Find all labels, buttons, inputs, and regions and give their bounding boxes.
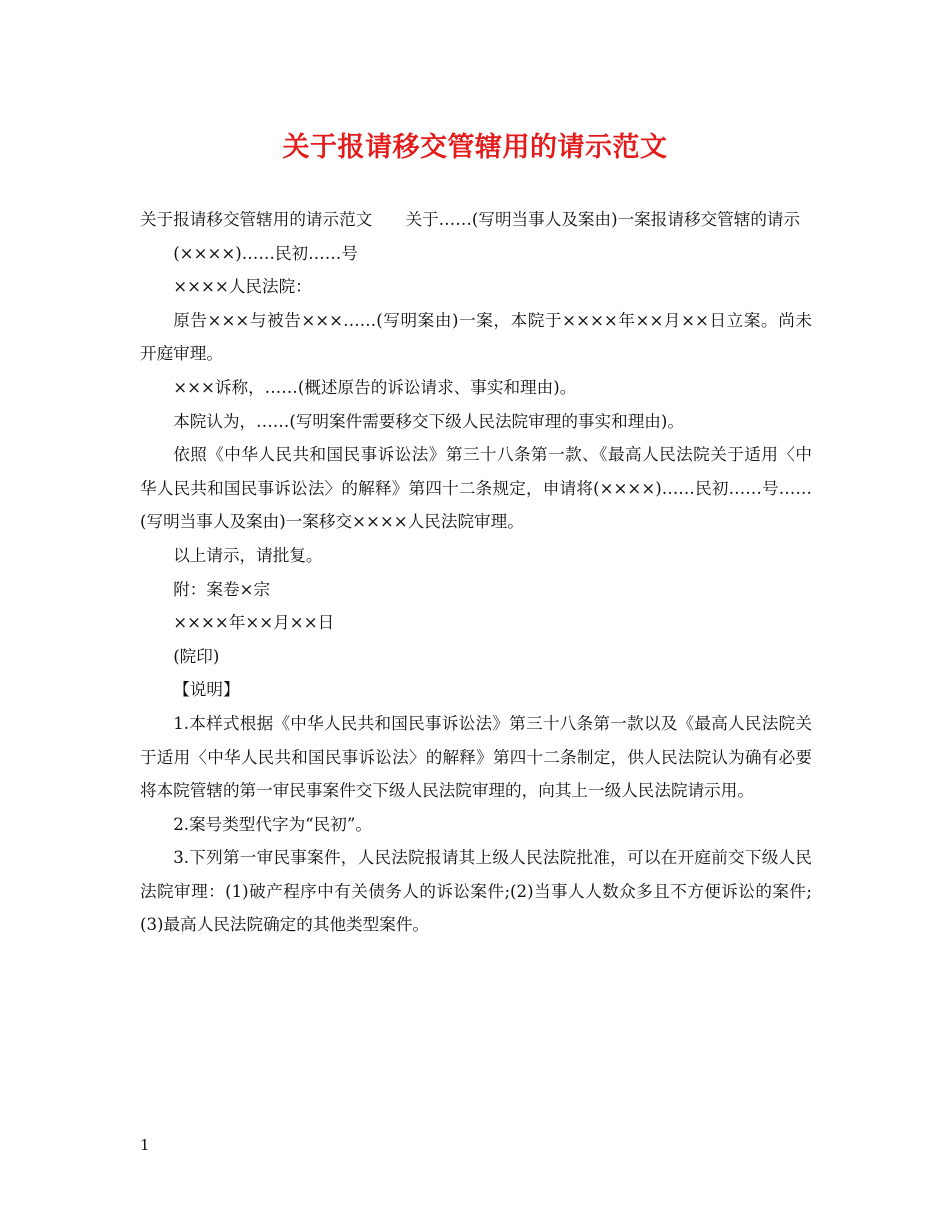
paragraph-note-1: 1.本样式根据《中华人民共和国民事诉讼法》第三十八条第一款以及《最高人民法院关于适用〈中华人民共和国民事诉讼法〉的解释》第四十二条制定，供人民法院认为确有必要将本院管辖的第一审民事案件交下级人民法院审理的，向其上一级人民法院请示用。	[140, 713, 812, 801]
paragraph-heading: 关于报请移交管辖用的请示范文 关于……(写明当事人及案由)一案报请移交管辖的请示	[140, 210, 801, 229]
paragraph-case-filing: 原告×××与被告×××……(写明案由)一案，本院于××××年××月××日立案。尚未开庭审理。	[140, 310, 812, 364]
paragraph-note-2: 2.案号类型代字为“民初”。	[173, 814, 372, 834]
paragraph-addressee: ××××人民法院：	[173, 277, 312, 297]
paragraph-claim: ×××诉称，……(概述原告的诉讼请求、事实和理由)。	[173, 377, 577, 397]
paragraph-court-opinion: 本院认为，……(写明案件需要移交下级人民法院审理的事实和理由)。	[173, 411, 684, 431]
paragraph-note-3: 3.下列第一审民事案件，人民法院报请其上级人民法院批准，可以在开庭前交下级人民法院审理：(1)破产程序中有关债务人的诉讼案件;(2)当事人人数众多且不方便诉讼的案件;(3)最高人民法院确定的其他类型案件。	[140, 848, 812, 935]
paragraph-case-number: (××××)……民初……号	[173, 243, 358, 263]
paragraph-date: ××××年××月××日	[173, 613, 335, 633]
paragraph-request: 以上请示，请批复。	[173, 545, 323, 565]
document-body	[140, 203, 812, 942]
document-title: 关于报请移交管辖用的请示范文	[282, 132, 668, 163]
paragraph-notes-heading: 【说明】	[173, 680, 240, 700]
paragraph-attachment: 附：案卷×宗	[173, 579, 271, 599]
paragraph-legal-basis: 依照《中华人民共和国民事诉讼法》第三十八条第一款、《最高人民法院关于适用〈中华人民共和国民事诉讼法〉的解释》第四十二条规定，申请将(××××)……民初……号……(写明当事人及案由)一案移交××××人民法院审理。	[140, 445, 812, 532]
page-number: 1	[140, 1136, 150, 1154]
paragraph-seal: (院印)	[173, 646, 220, 666]
